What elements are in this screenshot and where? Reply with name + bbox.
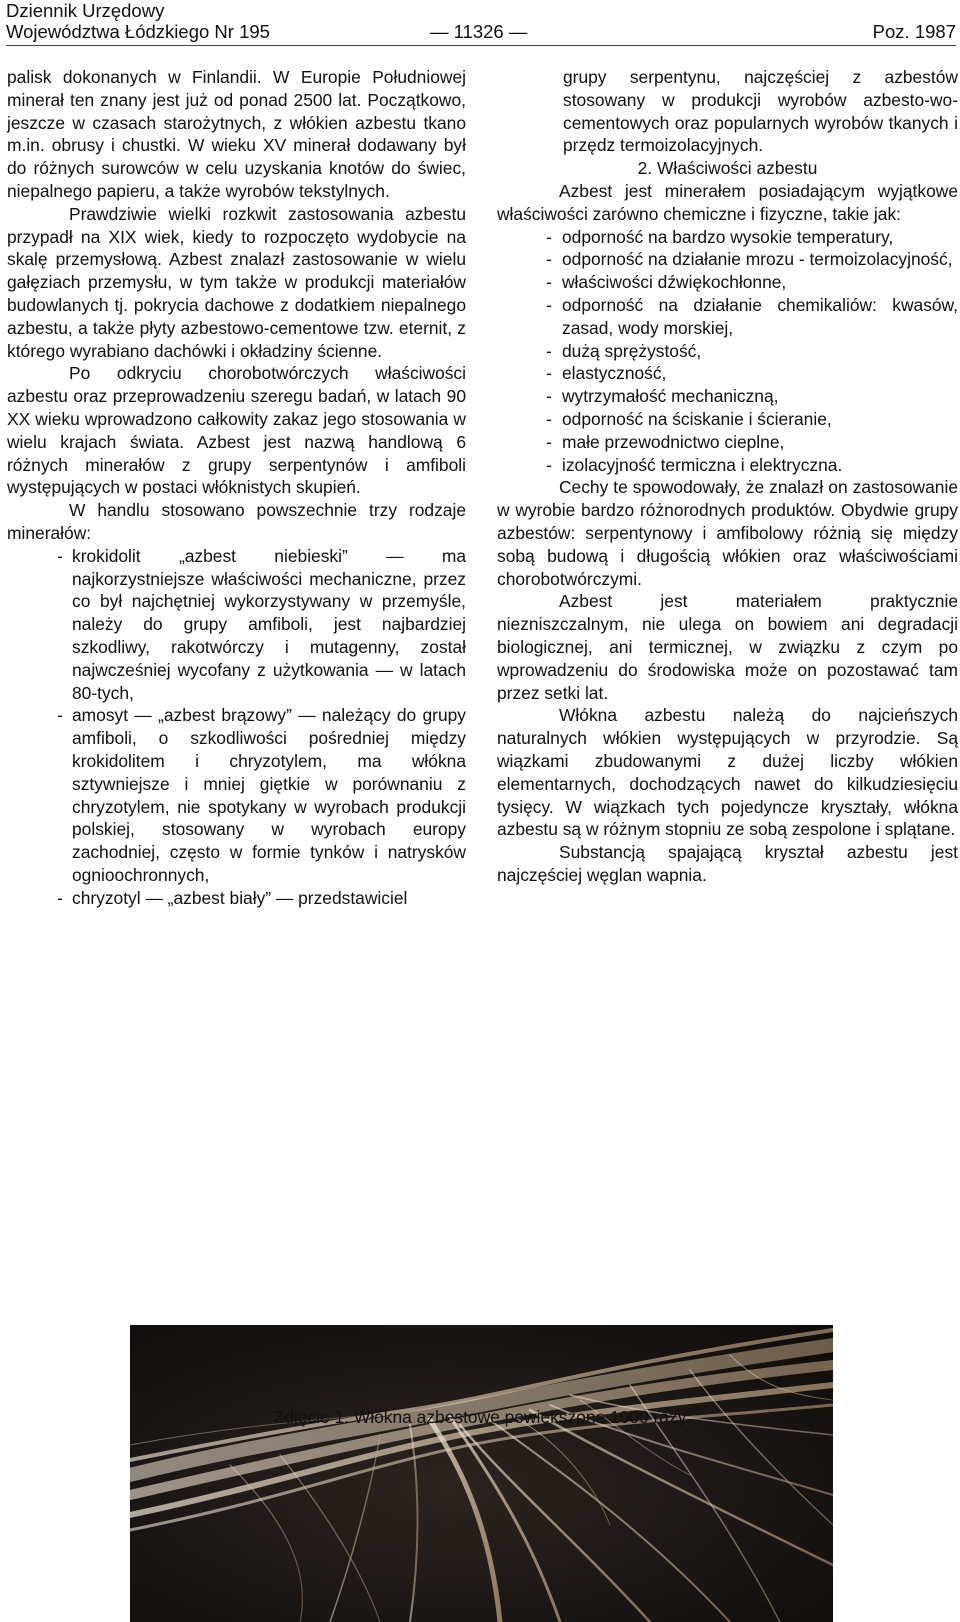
position-number: Poz. 1987 bbox=[872, 21, 956, 42]
photo-caption: Zdjęcie 1. Włókna azbestowe powiększone 1000 razy bbox=[273, 1407, 687, 1427]
asbestos-fibers-photo bbox=[130, 1325, 833, 1622]
paragraph: W handlu stosowano powszechnie trzy rodzaje minerałów: bbox=[7, 500, 466, 543]
list-item: - chryzotyl — „azbest biały” — przedstawiciel bbox=[57, 887, 408, 908]
journal-title: Dziennik Urzędowy bbox=[6, 0, 165, 21]
paragraph: grupy serpentynu, najczęściej z azbestów stosowany w produkcji wyrobów azbesto-wo-cementowych oraz popularnych wyrobów tkanych i przędz termoizolacyjnych. bbox=[563, 67, 958, 156]
paragraph: Azbest jest materiałem praktycznie niezniszczalnym, nie ulega on bowiem ani degradacji biologicznej, ani termicznej, w związku z czym po wprowadzeniu do środowiska może on pozostawać tam przez setki lat. bbox=[497, 591, 958, 703]
paragraph: Cechy te spowodowały, że znalazł on zastosowanie w wyrobie bardzo różnorodnych produktów. Obydwie grupy azbestów: serpentynowy i amfibolowy różnią się między sobą budową i długością włókien oraz właściwościami chorobotwórczymi. bbox=[497, 477, 958, 589]
paragraph: Azbest jest minerałem posiadającym wyjątkowe właściwości zarówno chemiczne i fizyczne, takie jak: bbox=[497, 180, 958, 224]
list-item: - amosyt — „azbest brązowy” — należący do grupy amfiboli, o szkodliwości pośredniej między krokidolitem i chryzotylem, ma włókna sztywniejsze i mniej giętkie w porównaniu z chryzotylem, nie spotykany w wyrobach produkcji polskiej, stosowany w wyrobach europy zachodniej, często w formie tynków i natrysków ognioochronnych, bbox=[57, 705, 466, 885]
list-item: - dużą sprężystość, bbox=[546, 340, 702, 361]
left-column bbox=[7, 66, 466, 909]
list-item: - odporność na ściskanie i ścieranie, bbox=[546, 408, 832, 429]
paragraph: Substancją spajającą kryształ azbestu jest najczęściej węglan wapnia. bbox=[497, 842, 958, 885]
list-item: - izolacyjność termiczna i elektryczna. bbox=[546, 454, 843, 475]
list-item: - wytrzymałość mechaniczną, bbox=[546, 386, 779, 407]
list-item: - odporność na działanie mrozu - termoizolacyjność, bbox=[546, 249, 953, 270]
page-number: — 11326 — bbox=[430, 21, 528, 42]
page-header bbox=[6, 0, 956, 46]
list-item: - małe przewodnictwo cieplne, bbox=[546, 431, 785, 452]
list-item: - krokidolit „azbest niebieski” — ma najkorzystniejsze właściwości mechaniczne, przez co był najchętniej wykorzystywany w przemyśle, należy do grupy amfiboli, jest najbardziej szkodliwy, rakotwórczy i mutagenny, został najwcześniej wycofany z użytkowania — w latach 80-tych, bbox=[57, 545, 466, 703]
mineral-list bbox=[7, 545, 466, 910]
section-heading: 2. Właściwości azbestu bbox=[637, 158, 818, 179]
list-item: - właściwości dźwiękochłonne, bbox=[546, 272, 787, 293]
list-item: - odporność na działanie chemikaliów: kwasów, zasad, wody morskiej, bbox=[546, 294, 958, 338]
list-item: - odporność na bardzo wysokie temperatury, bbox=[546, 226, 894, 247]
paragraph: palisk dokonanych w Finlandii. W Europie Południowej minerał ten znany jest już od ponad 2500 lat. Początkowo, jeszcze w czasach starożytnych, z włókien azbestu tkano m.in. obrusy i chustki. W wieku XV minerał dodawany był do różnych surowców w celu uzyskania knotów do świec, niepalnego papieru, a także wyrobów tekstylnych. bbox=[7, 67, 466, 201]
header-rule bbox=[6, 45, 956, 46]
list-item: - elastyczność, bbox=[546, 363, 667, 384]
paragraph: Prawdziwie wielki rozkwit zastosowania azbestu przypadł na XIX wiek, kiedy to rozpoczęto wydobycie na skalę przemysłową. Azbest znalazł zastosowanie w wielu gałęziach przemysłu, w tym także w produkcji materiałów budowlanych tj. pokrycia dachowe z dodatkiem niepalnego azbestu, a także płyty azbestowo-cementowe tzw. eternit, z którego wyrabiano dachówki i okładziny ścienne. bbox=[7, 203, 466, 361]
properties-list bbox=[497, 226, 958, 477]
journal-subtitle: Województwa Łódzkiego Nr 195 bbox=[6, 21, 270, 42]
paragraph: Po odkryciu chorobotwórczych właściwości azbestu oraz przeprowadzeniu szeregu badań, w latach 90 XX wieku wprowadzono całkowity zakaz jego stosowania w wielu krajach świata. Azbest jest nazwą handlową 6 różnych minerałów z grupy serpentynów i amfiboli występujących w postaci włóknistych skupień. bbox=[7, 363, 466, 498]
paragraph: Włókna azbestu należą do najcieńszych naturalnych włókien występujących w przyrodzie. Są wiązkami zbudowanymi z dużej liczby włókien elementarnych, dochodzących nawet do kilkudziesięciu tysięcy. W wiązkach tych pojedyncze kryształy, włókna azbestu są w różnym stopniu ze sobą zespolone i splątane. bbox=[497, 705, 958, 840]
fibers-image bbox=[130, 1325, 833, 1622]
right-column bbox=[497, 66, 958, 887]
